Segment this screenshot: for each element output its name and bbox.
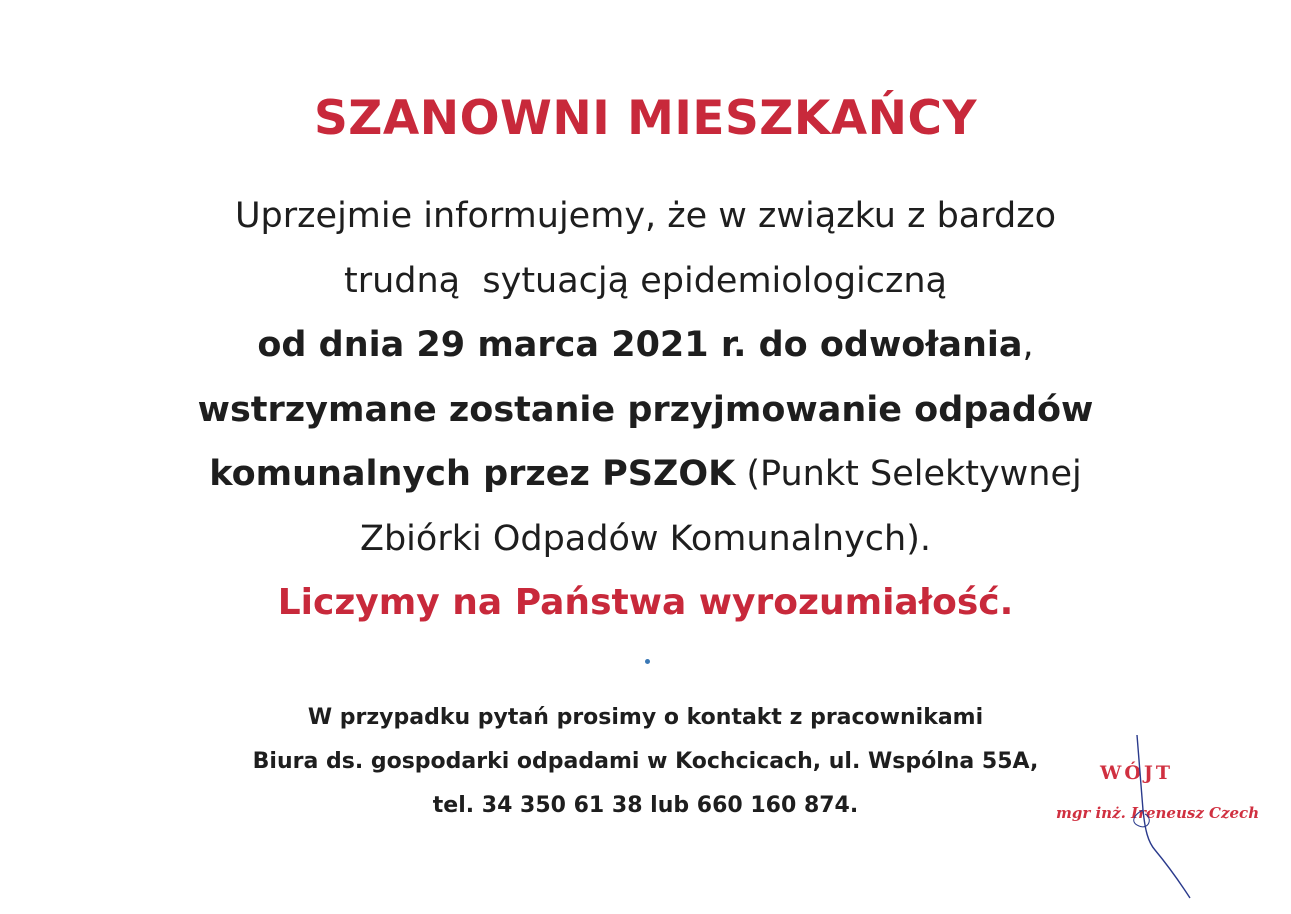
contact-line-3: tel. 34 350 61 38 lub 660 160 874.: [432, 793, 859, 818]
signature-title: WÓJT: [1100, 762, 1174, 784]
contact-line-1: W przypadku pytań prosimy o kontakt z pracownikami: [307, 705, 984, 730]
body-line-4: wstrzymane zostanie przyjmowanie odpadów: [197, 389, 1094, 430]
body-line-2: trudną sytuacją epidemiologiczną: [343, 260, 947, 301]
body-line-5: [0, 442, 1291, 507]
body-line-1: Uprzejmie informujemy, że w związku z bardzo: [234, 196, 1057, 236]
contact-line-2: Biura ds. gospodarki odpadami w Kochcicach, ul. Wspólna 55A,: [252, 749, 1039, 774]
handwritten-signature-icon: [1115, 730, 1205, 905]
notice-body: [0, 184, 1291, 636]
notice-heading: SZANOWNI MIESZKAŃCY: [313, 91, 978, 146]
signature-name: mgr inż. Ireneusz Czech: [1056, 804, 1260, 822]
date-range-tail: ,: [1022, 325, 1034, 365]
body-line-3: [0, 313, 1291, 378]
closing-line: Liczymy na Państwa wyrozumiałość.: [277, 582, 1014, 623]
pszok-bold: komunalnych przez PSZOK: [209, 454, 736, 494]
pszok-tail: (Punkt Selektywnej: [735, 454, 1082, 494]
scan-dot: [645, 659, 650, 664]
body-line-6: Zbiórki Odpadów Komunalnych).: [359, 518, 931, 559]
date-range-bold: od dnia 29 marca 2021 r. do odwołania: [257, 325, 1023, 365]
